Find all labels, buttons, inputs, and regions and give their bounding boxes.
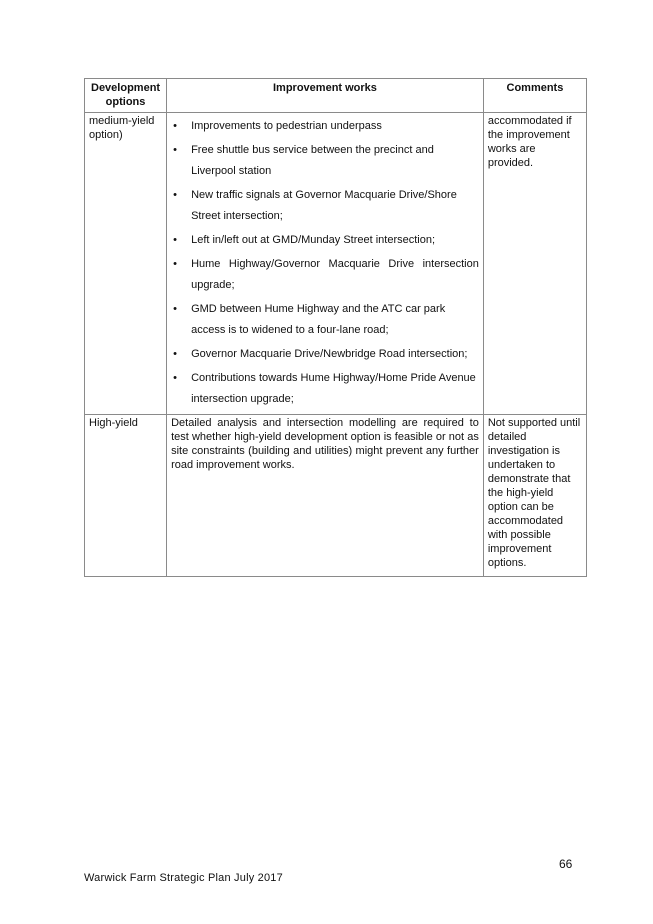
improvement-works-table xyxy=(84,78,587,577)
list-item: • Governor Macquarie Drive/Newbridge Road intersection; xyxy=(171,344,479,365)
works-cell: Detailed analysis and intersection modelling are required to test whether high-yield development option is feasible or not as site constraints (building and utilities) might prevent any further road improvement works. xyxy=(167,415,484,577)
header-improvement-works: Improvement works xyxy=(167,79,484,113)
list-item: • New traffic signals at Governor Macquarie Drive/Shore Street intersection; xyxy=(171,185,479,227)
list-item: • Left in/left out at GMD/Munday Street intersection; xyxy=(171,230,479,251)
table-row xyxy=(85,113,587,415)
table-row xyxy=(85,415,587,577)
option-cell: medium-yield option) xyxy=(85,113,167,415)
option-cell: High-yield xyxy=(85,415,167,577)
footer-document-title: Warwick Farm Strategic Plan July 2017 xyxy=(84,872,283,884)
page-number: 66 xyxy=(559,857,573,871)
list-item: • Contributions towards Hume Highway/Home Pride Avenue intersection upgrade; xyxy=(171,368,479,410)
list-item: • Free shuttle bus service between the precinct and Liverpool station xyxy=(171,140,479,182)
comments-cell: accommodated if the improvement works are provided. xyxy=(483,113,586,415)
works-list xyxy=(171,116,479,410)
works-cell xyxy=(167,113,484,415)
list-item: • Hume Highway/Governor Macquarie Drive intersection upgrade; xyxy=(171,254,479,296)
header-development-options: Development options xyxy=(85,79,167,113)
list-item: • Improvements to pedestrian underpass xyxy=(171,116,479,137)
list-item: • GMD between Hume Highway and the ATC car park access is to widened to a four-lane road; xyxy=(171,299,479,341)
table-header-row xyxy=(85,79,587,113)
header-comments: Comments xyxy=(483,79,586,113)
comments-cell: Not supported until detailed investigation is undertaken to demonstrate that the high-yield option can be accommodated with possible improvement options. xyxy=(483,415,586,577)
